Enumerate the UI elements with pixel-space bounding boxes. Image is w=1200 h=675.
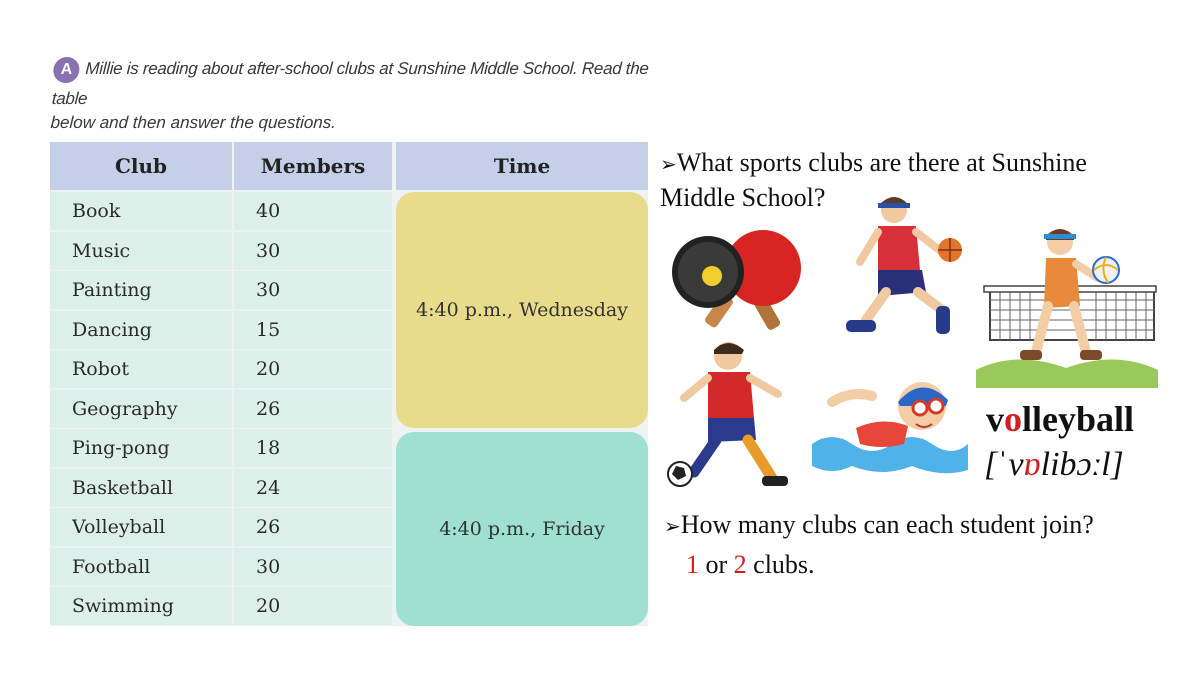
vocab-word-end: lleyball [1022, 399, 1135, 439]
table-row [50, 429, 392, 467]
column-divider [232, 429, 234, 467]
swimmer-icon [812, 366, 968, 476]
club-name: Painting [72, 279, 152, 301]
member-count: 30 [256, 279, 281, 301]
table-row [50, 271, 392, 309]
ping-pong-icon [668, 226, 808, 330]
section-badge: A [53, 57, 80, 83]
table-row [50, 508, 392, 546]
answer-end: clubs. [746, 550, 815, 579]
answer-number-2: 2 [733, 550, 747, 579]
club-name: Football [72, 555, 151, 578]
answer-text [686, 550, 815, 580]
member-count: 30 [256, 555, 281, 578]
member-count: 20 [256, 595, 281, 617]
member-count: 18 [256, 437, 281, 459]
member-count: 26 [256, 397, 281, 420]
column-divider [232, 390, 234, 428]
column-divider [232, 192, 234, 230]
member-count: 24 [256, 476, 281, 499]
member-count: 40 [256, 200, 281, 222]
vocab-word [986, 398, 1134, 440]
club-name: Dancing [72, 318, 152, 341]
header-members: Members [234, 142, 392, 190]
column-divider [232, 311, 234, 349]
club-name: Basketball [72, 476, 174, 499]
instruction-line-2: below and then answer the questions. [50, 113, 337, 132]
member-count: 26 [256, 516, 281, 538]
club-name: Robot [72, 358, 129, 380]
column-divider [232, 548, 234, 586]
club-name: Ping-pong [72, 437, 170, 459]
column-divider [232, 350, 234, 388]
table-row [50, 232, 392, 270]
column-divider [232, 587, 234, 625]
instruction-text [50, 54, 654, 138]
table-row [50, 469, 392, 507]
volleyball-player-icon [976, 220, 1158, 388]
basketball-player-icon [838, 192, 972, 340]
column-divider [232, 232, 234, 270]
member-count: 20 [256, 358, 281, 380]
instruction-line-1: Millie is reading about after-school clubs at Sunshine Middle School. Read the table [51, 59, 650, 108]
vocab-phonetic-start: [ˈv [984, 446, 1024, 483]
vocab-phonetic-highlight: ɒ [1023, 446, 1041, 483]
vocab-phonetic [984, 446, 1124, 484]
question-2-text: How many clubs can each student join? [680, 510, 1094, 539]
club-name: Music [72, 239, 131, 262]
club-name: Geography [72, 397, 178, 420]
answer-or: or [699, 550, 734, 579]
bullet-arrow-icon: ➢ [660, 152, 677, 176]
club-name: Swimming [72, 595, 174, 617]
football-player-icon [662, 338, 802, 496]
table-row [50, 587, 392, 625]
member-count: 15 [256, 318, 281, 341]
table-row [50, 350, 392, 388]
club-name: Book [72, 200, 121, 222]
header-club: Club [50, 142, 232, 190]
member-count: 30 [256, 239, 281, 262]
question-clubs-per-student [664, 508, 1194, 543]
vocab-phonetic-end: libɔːl] [1040, 446, 1124, 483]
vocab-word-start: v [986, 399, 1004, 439]
question-1-line-1: What sports clubs are there at Sunshine [676, 148, 1087, 177]
table-row [50, 311, 392, 349]
time-block-wednesday: 4:40 p.m., Wednesday [396, 192, 648, 428]
clubs-table [50, 142, 648, 626]
vocab-word-highlight: o [1004, 399, 1022, 439]
time-block-friday: 4:40 p.m., Friday [396, 432, 648, 626]
table-row [50, 192, 392, 230]
column-divider [232, 271, 234, 309]
bullet-arrow-icon: ➢ [664, 514, 681, 538]
question-1-line-2: Middle School? [660, 183, 826, 212]
column-divider [232, 469, 234, 507]
header-time: Time [396, 142, 648, 190]
table-row [50, 548, 392, 586]
answer-number-1: 1 [686, 550, 699, 579]
club-name: Volleyball [72, 516, 166, 538]
table-row [50, 390, 392, 428]
column-divider [232, 508, 234, 546]
